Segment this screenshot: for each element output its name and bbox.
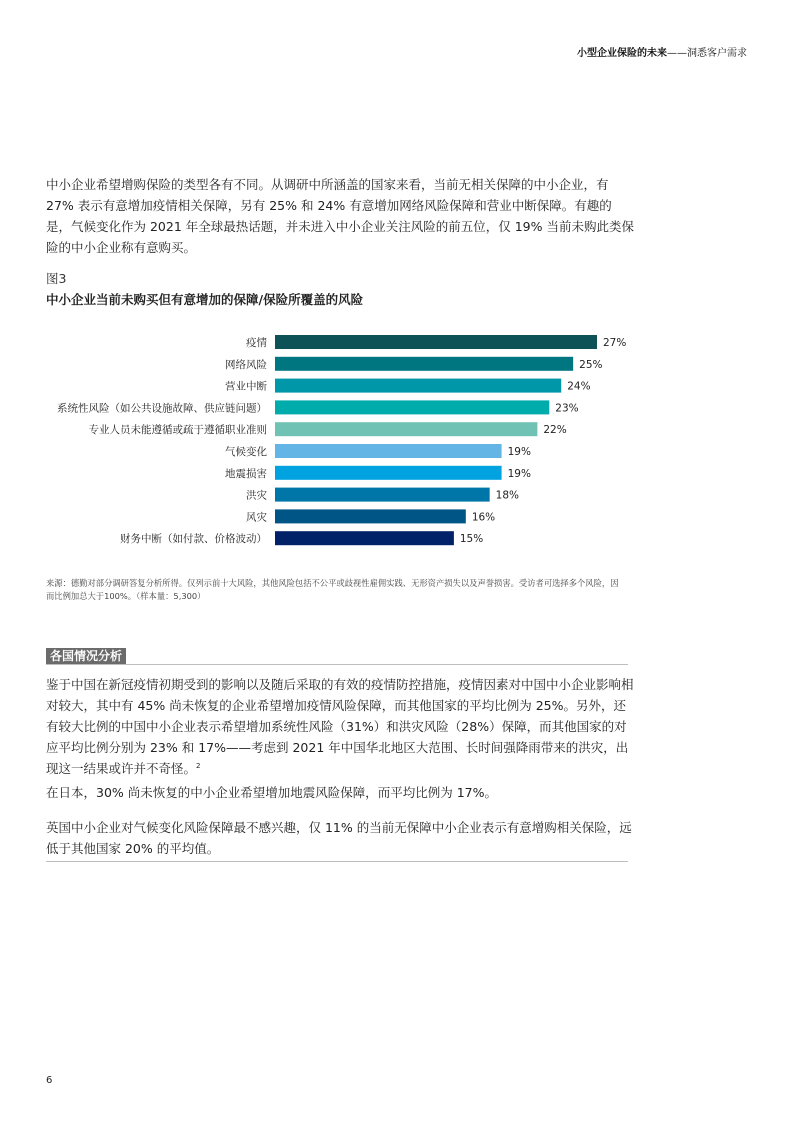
bar-chart bbox=[0, 325, 793, 553]
figure-label: 图3 bbox=[46, 271, 67, 286]
category-label: 洪灾 bbox=[246, 489, 267, 502]
running-header bbox=[577, 44, 747, 59]
bar bbox=[275, 422, 537, 436]
bar bbox=[275, 444, 502, 458]
value-label: 23% bbox=[555, 402, 579, 415]
category-label: 营业中断 bbox=[225, 380, 267, 393]
bar bbox=[275, 466, 502, 480]
page-number: 6 bbox=[46, 1075, 53, 1086]
value-label: 18% bbox=[495, 489, 520, 502]
figure-source-note: 来源：德勤对部分调研答复分析所得。仅列示前十大风险，其他风险包括不公平或歧视性雇佣实践、无形资产损失以及声誉损害。受访者可选择多个风险，因而比例加总大于100%。（样本量：5,300） bbox=[46, 578, 619, 601]
bar bbox=[275, 488, 490, 502]
section-bottom-rule bbox=[46, 861, 628, 862]
bar bbox=[275, 379, 561, 393]
section-heading: 各国情况分析 bbox=[46, 648, 126, 665]
category-label: 风灾 bbox=[246, 511, 267, 524]
value-label: 25% bbox=[579, 358, 603, 371]
value-label: 19% bbox=[507, 467, 531, 480]
category-label: 气候变化 bbox=[225, 446, 267, 458]
category-label: 地震损害 bbox=[225, 467, 267, 480]
figure-title: 中小企业当前未购买但有意增加的保障/保险所覆盖的风险 bbox=[46, 292, 364, 307]
header-subtitle: ——洞悉客户需求 bbox=[667, 48, 747, 59]
category-label: 系统性风险（如公共设施故障、供应链问题） bbox=[57, 402, 267, 415]
category-label: 财务中断（如付款、价格波动） bbox=[120, 533, 267, 546]
category-label: 网络风险 bbox=[225, 358, 267, 371]
analysis-paragraph-japan: 在日本，30% 尚未恢复的中小企业希望增加地震风险保障，而平均比例为 17%。 bbox=[46, 785, 498, 800]
bar bbox=[275, 357, 573, 371]
value-label: 24% bbox=[567, 380, 591, 393]
footnote-ref: 2 bbox=[196, 761, 201, 770]
category-label: 疫情 bbox=[246, 337, 267, 349]
bar bbox=[275, 335, 597, 349]
category-label: 专业人员未能遵循或疏于遵循职业准则 bbox=[88, 424, 267, 437]
analysis-paragraph-uk: 英国中小企业对气候变化风险保障最不感兴趣，仅 11% 的当前无保障中小企业表示有意增购相关保险，远低于其他国家 20% 的平均值。 bbox=[46, 820, 632, 856]
value-label: 19% bbox=[507, 446, 531, 458]
value-label: 16% bbox=[471, 511, 496, 524]
value-label: 15% bbox=[459, 533, 484, 546]
section-top-rule bbox=[46, 664, 628, 665]
bar bbox=[275, 509, 466, 523]
bar bbox=[275, 531, 454, 545]
intro-paragraph: 中小企业希望增购保险的类型各有不同。从调研中所涵盖的国家来看，当前无相关保障的中小企业，有27% 表示有意增加疫情相关保障，另有 25% 和 24% 有意增加网络风险保障和营业中断保障。有趣的是，气候变化作为 2021 年全球最热话题，并未进入中小企业关注风险的前五位，仅 19% 当前未购此类保险的中小企业称有意购买。 bbox=[46, 177, 634, 255]
value-label: 22% bbox=[543, 424, 567, 437]
header-title: 小型企业保险的未来 bbox=[577, 48, 667, 59]
bar bbox=[275, 400, 549, 414]
analysis-paragraph-china bbox=[46, 674, 636, 779]
value-label: 27% bbox=[603, 337, 627, 349]
analysis-paragraph-china-text: 鉴于中国在新冠疫情初期受到的影响以及随后采取的有效的疫情防控措施，疫情因素对中国中小企业影响相对较大，其中有 45% 尚未恢复的企业希望增加疫情风险保障，而其他国家的平均比例为 25%。另外，还有较大比例的中国中小企业表示希望增加系统性风险（31%）和洪灾风险（28%）保障，而其他国家的对应平均比例分别为 23% 和 17%——考虑到 2021 年中国华北地区大范围、长时间强降雨带来的洪灾，出现这一结果或许并不奇怪。 bbox=[46, 677, 634, 776]
